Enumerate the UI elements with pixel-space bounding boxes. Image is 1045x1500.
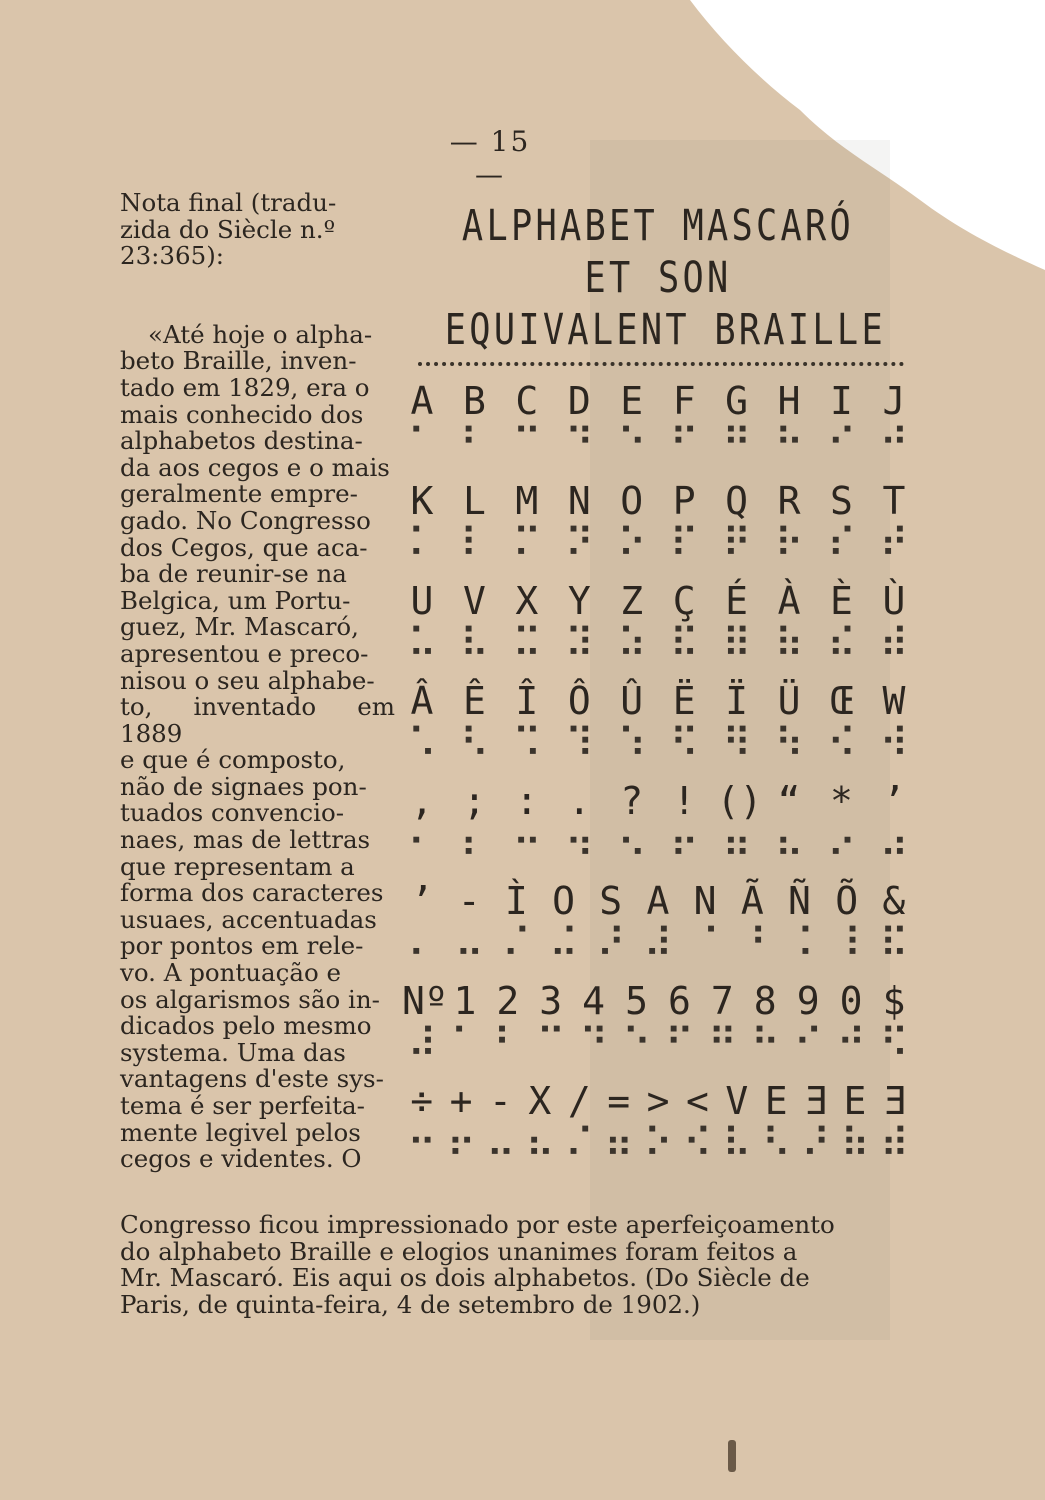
ink-mark: [728, 1440, 736, 1472]
letter-row: [398, 580, 918, 622]
mascaro-letter: H: [777, 379, 801, 423]
mascaro-letter: Â: [410, 679, 434, 723]
mascaro-letter: K: [410, 479, 434, 523]
braille-cell: ⠑: [617, 421, 647, 467]
braille-cell: ⠭: [512, 621, 542, 667]
text-line: cegos e videntes. O: [120, 1144, 362, 1174]
mascaro-letter: -: [489, 1079, 512, 1123]
mascaro-letter: Ç: [672, 579, 696, 623]
braille-cell: ⠼: [643, 921, 673, 967]
text-line: ba de reunir-se na: [120, 559, 347, 589]
braille-cell: ⠄: [407, 921, 437, 967]
braille-cell: ⠫: [669, 721, 699, 767]
braille-cell: ⠟: [721, 521, 752, 567]
mascaro-letter: Œ: [830, 679, 853, 723]
braille-cell: ⠯: [879, 921, 909, 967]
braille-cell: ⠌: [501, 921, 532, 967]
braille-cell: ⠍: [512, 521, 542, 567]
braille-cell: ⠞: [879, 521, 909, 567]
braille-cell: ⠴: [879, 821, 909, 867]
braille-cell: ⠅: [407, 521, 437, 567]
letter-row: [398, 1080, 918, 1122]
note-body: [120, 319, 395, 1174]
mascaro-letter: /: [567, 1079, 591, 1123]
mascaro-letter: :: [515, 779, 539, 823]
mascaro-letter: G: [725, 379, 749, 423]
braille-cell: ⠲: [564, 821, 594, 867]
braille-cell: ⠊: [826, 421, 857, 467]
braille-cell: ⠋: [664, 1021, 695, 1067]
text-line: «Até hoje o alpha-: [148, 319, 373, 349]
braille-row: [398, 422, 918, 466]
mascaro-letter: Ǝ: [804, 1079, 828, 1123]
braille-cell: ⠨: [784, 921, 815, 967]
braille-row: [398, 822, 918, 866]
text-line: zida do Siècle n.º: [120, 214, 336, 244]
text-line: apresentou e preco-: [120, 638, 369, 668]
text-line: tado em 1829, era o: [120, 372, 370, 402]
mascaro-letter: ,: [410, 779, 434, 823]
mascaro-letter: M: [515, 479, 539, 523]
text-line: naes, mas de lettras: [120, 825, 371, 855]
text-line: do alphabeto Braille e elogios unanimes foram feitos a: [120, 1236, 798, 1266]
braille-cell: ⠣: [761, 1121, 791, 1167]
mascaro-letter: U: [410, 579, 434, 623]
braille-cell: ⠚: [879, 421, 909, 467]
braille-cell: ⠙: [578, 1021, 609, 1067]
braille-cell: ⠾: [879, 1121, 910, 1167]
mascaro-letter: 6: [667, 979, 691, 1023]
dotted-separator: [418, 362, 904, 366]
text-line: forma dos caracteres: [120, 878, 384, 908]
braille-cell: ⠣: [459, 721, 490, 767]
mascaro-letter: ?: [620, 779, 644, 823]
braille-cell: ⠚: [836, 1021, 866, 1067]
braille-cell: ⠥: [407, 621, 437, 667]
mascaro-letter: D: [567, 379, 591, 423]
mascaro-letter: 0: [839, 979, 863, 1023]
mascaro-letter: Ë: [672, 679, 696, 723]
mascaro-letter: +: [449, 1079, 473, 1123]
braille-cell: ⠖: [446, 1121, 476, 1167]
braille-cell: ⠪: [682, 1121, 713, 1167]
braille-row: [398, 522, 918, 566]
mascaro-letter: Ü: [777, 679, 801, 723]
mascaro-letter: X: [528, 1079, 552, 1123]
letter-row: [398, 780, 918, 822]
text-line: Mr. Mascaró. Eis aqui os dois alphabetos. (Do Siècle de: [120, 1263, 810, 1293]
braille-cell: ⠶: [604, 1121, 634, 1167]
braille-row: [398, 922, 918, 966]
braille-cell: ⠼: [407, 1021, 437, 1067]
mascaro-letter: Ù: [882, 579, 906, 623]
braille-cell: ⠁: [450, 1021, 480, 1067]
braille-cell: ⠗: [774, 521, 804, 567]
mascaro-letter: V: [725, 1079, 749, 1123]
mascaro-letter: A: [646, 879, 670, 923]
mascaro-letter: “: [777, 779, 801, 823]
table-title-line-1: ALPHABET MASCARÓ: [461, 201, 855, 251]
braille-cell: ⠃: [493, 1021, 523, 1067]
mascaro-letter: Ê: [462, 679, 486, 723]
mascaro-letter: S: [830, 479, 853, 523]
mascaro-letter: =: [607, 1079, 631, 1123]
braille-cell: ⠁: [407, 421, 437, 467]
braille-cell: ⠬: [548, 921, 579, 967]
braille-cell: ⠒: [512, 821, 542, 867]
braille-cell: ⠸: [832, 921, 862, 967]
braille-cell: ⠘: [737, 921, 767, 967]
mascaro-letter: 7: [710, 979, 734, 1023]
braille-cell: ⠔: [826, 821, 857, 867]
text-line: mente legivel pelos: [120, 1117, 361, 1147]
braille-cell: ⠖: [669, 821, 699, 867]
braille-cell: ⠉: [536, 1021, 566, 1067]
mascaro-letter: Q: [725, 479, 749, 523]
mascaro-letter: X: [515, 579, 539, 623]
braille-cell: ⠌: [564, 1121, 594, 1167]
text-line: dicados pelo mesmo: [120, 1011, 372, 1041]
braille-cell: ⠽: [564, 621, 594, 667]
mascaro-letter: ;: [462, 779, 486, 823]
mascaro-letter: E: [620, 379, 644, 423]
braille-cell: ⠛: [721, 421, 752, 467]
mascaro-letter: Ô: [567, 679, 591, 723]
braille-cell: ⠜: [596, 921, 626, 967]
braille-cell: ⠻: [721, 721, 752, 767]
braille-cell: ⠏: [669, 521, 699, 567]
braille-cell: ⠑: [621, 1021, 652, 1067]
mascaro-letter: B: [462, 379, 486, 423]
text-line: dos Cegos, que aca-: [120, 532, 368, 562]
mascaro-letter: 3: [539, 979, 563, 1023]
braille-cell: ⠺: [879, 721, 909, 767]
letter-row: [398, 880, 918, 922]
mascaro-letter: N: [693, 879, 717, 923]
mascaro-letter: ’: [410, 879, 434, 923]
text-line: geralmente empre-: [120, 479, 358, 509]
text-line: systema. Uma das: [120, 1037, 346, 1067]
mascaro-letter: V: [462, 579, 486, 623]
braille-row: [398, 722, 918, 766]
mascaro-letter: Ì: [504, 879, 528, 923]
braille-cell: ⠆: [459, 821, 490, 867]
text-line: não de signaes pon-: [120, 771, 367, 801]
mascaro-letter: J: [882, 379, 906, 423]
text-line: beto Braille, inven-: [120, 346, 357, 376]
braille-cell: ⠦: [774, 821, 804, 867]
braille-row: [398, 1022, 918, 1066]
mascaro-letter: Y: [567, 579, 591, 623]
mascaro-letter: S: [599, 879, 623, 923]
mascaro-letter: O: [552, 879, 575, 923]
mascaro-letter: Û: [620, 679, 644, 723]
braille-cell: ⠜: [800, 1121, 831, 1167]
braille-cell: ⠓: [774, 421, 804, 467]
braille-cell: ⠊: [793, 1021, 823, 1067]
mascaro-letter: T: [882, 479, 906, 523]
braille-cell: ⠪: [826, 721, 857, 767]
mascaro-letter: ÷: [410, 1079, 434, 1123]
braille-cell: ⠃: [459, 421, 490, 467]
braille-cell: ⠇: [459, 521, 490, 567]
braille-cell: ⠾: [879, 621, 909, 667]
braille-cell: ⠧: [459, 621, 490, 667]
text-line: tema é ser perfeita-: [120, 1091, 365, 1120]
mascaro-letter: Õ: [835, 879, 859, 923]
mascaro-letter: P: [672, 479, 696, 523]
braille-cell: ⠙: [564, 421, 594, 467]
text-line: 23:365):: [120, 241, 225, 271]
mascaro-letter: Ñ: [788, 879, 811, 923]
braille-cell: ⠮: [826, 621, 857, 667]
text-line: Nota final (tradu-: [120, 188, 337, 217]
mascaro-letter: 8: [753, 979, 777, 1023]
mascaro-letter: E: [764, 1079, 788, 1123]
braille-cell: ⠯: [669, 621, 699, 667]
text-line: vo. A pontuação e: [120, 958, 342, 988]
mascaro-letter: 5: [625, 979, 648, 1023]
mascaro-letter: I: [830, 379, 853, 423]
braille-cell: ⠳: [774, 721, 804, 767]
mascaro-letter: !: [672, 779, 696, 823]
alphabet-rows: [398, 380, 918, 1166]
braille-cell: ⠈: [690, 921, 720, 967]
mascaro-letter: -: [457, 879, 481, 923]
mascaro-letter: A: [410, 379, 434, 423]
text-line: os algarismos são in-: [120, 984, 380, 1014]
mascaro-letter: >: [646, 1079, 670, 1123]
text-line: mais conhecido dos: [120, 399, 364, 429]
mascaro-letter: E: [843, 1079, 867, 1123]
braille-cell: ⠤: [454, 921, 484, 967]
letter-row: [398, 480, 918, 522]
mascaro-letter: Ï: [725, 679, 749, 723]
braille-cell: ⠉: [512, 421, 542, 467]
text-line: nisou o seu alphabe-: [120, 665, 375, 695]
mascaro-letter: <: [685, 1079, 709, 1123]
mascaro-letter: F: [672, 379, 696, 423]
mascaro-letter: À: [777, 579, 801, 623]
mascaro-letter: C: [515, 379, 539, 423]
braille-cell: ⠱: [617, 721, 647, 767]
braille-cell: ⠶: [721, 821, 752, 867]
mascaro-letter: Nº: [402, 979, 448, 1023]
braille-cell: ⠤: [485, 1121, 516, 1167]
text-line: usuaes, accentuadas: [120, 904, 377, 934]
braille-cell: ⠩: [512, 721, 542, 767]
braille-cell: ⠕: [617, 521, 647, 567]
text-line: vantagens d'este sys-: [120, 1064, 384, 1094]
left-column-text: [120, 190, 395, 1173]
braille-cell: ⠝: [564, 521, 594, 567]
braille-cell: ⠢: [617, 821, 647, 867]
bottom-paragraph: [120, 1212, 850, 1318]
mascaro-letter: Ã: [740, 879, 764, 923]
braille-cell: ⠫: [879, 1021, 909, 1067]
text-line: tuados convencio-: [120, 798, 344, 828]
text-line: que representam a: [120, 851, 355, 881]
text-line: Congresso ficou impressionado por este aperfeiçoamento: [120, 1210, 835, 1239]
text-line: Paris, de quinta-feira, 4 de setembro de 1902.): [120, 1289, 701, 1319]
braille-cell: ⠿: [721, 621, 752, 667]
braille-cell: ⠎: [826, 521, 857, 567]
braille-cell: ⠵: [617, 621, 647, 667]
braille-cell: ⠹: [564, 721, 594, 767]
braille-cell: ⠷: [774, 621, 804, 667]
mascaro-letter: *: [830, 779, 853, 823]
text-line: to, inventado em 1889: [120, 692, 395, 748]
mascaro-letter: È: [830, 579, 853, 623]
braille-cell: ⠂: [407, 821, 437, 867]
mascaro-letter: 1: [453, 979, 477, 1023]
page-number: — 15 —: [449, 125, 531, 191]
mascaro-letter: .: [567, 779, 591, 823]
mascaro-letter: 9: [796, 979, 820, 1023]
mascaro-letter: Ǝ: [882, 1079, 906, 1123]
mascaro-letter: O: [620, 479, 644, 523]
text-line: gado. No Congresso: [120, 505, 371, 535]
braille-cell: ⠕: [643, 1121, 673, 1167]
text-line: e que é composto,: [120, 745, 346, 775]
mascaro-letter: N: [567, 479, 591, 523]
braille-cell: ⠷: [840, 1121, 870, 1167]
braille-cell: ⠧: [722, 1121, 752, 1167]
braille-cell: ⠦: [525, 1121, 555, 1167]
mascaro-letter: Î: [515, 679, 539, 723]
text-line: por pontos em rele-: [120, 931, 364, 961]
letter-row: [398, 980, 918, 1022]
text-line: alphabetos destina-: [120, 426, 363, 456]
mascaro-letter: R: [777, 479, 801, 523]
mascaro-letter: &: [882, 879, 906, 923]
alphabet-table: [398, 200, 918, 1166]
note-heading: [120, 190, 395, 270]
braille-cell: ⠋: [669, 421, 699, 467]
text-line: guez, Mr. Mascaró,: [120, 612, 359, 642]
mascaro-letter: (): [716, 779, 763, 823]
text-line: da aos cegos e o mais: [120, 452, 390, 482]
mascaro-letter: W: [882, 679, 906, 723]
braille-row: [398, 1122, 918, 1166]
braille-cell: ⠡: [407, 721, 437, 767]
mascaro-letter: $: [882, 979, 906, 1023]
mascaro-letter: 2: [496, 979, 520, 1023]
mascaro-letter: L: [462, 479, 486, 523]
letter-row: [398, 380, 918, 422]
mascaro-letter: 4: [582, 979, 606, 1023]
table-title-line-2: ET SON: [584, 253, 732, 303]
braille-row: [398, 622, 918, 666]
braille-cell: ⠛: [707, 1021, 737, 1067]
text-line: Belgica, um Portu-: [120, 585, 351, 615]
letter-row: [398, 680, 918, 722]
mascaro-letter: ’: [882, 779, 906, 823]
braille-cell: ⠓: [750, 1021, 780, 1067]
table-title-line-3: EQUIVALENT BRAILLE: [444, 305, 886, 355]
mascaro-letter: É: [725, 579, 749, 623]
mascaro-letter: Z: [620, 579, 644, 623]
braille-cell: ⠒: [407, 1121, 437, 1167]
